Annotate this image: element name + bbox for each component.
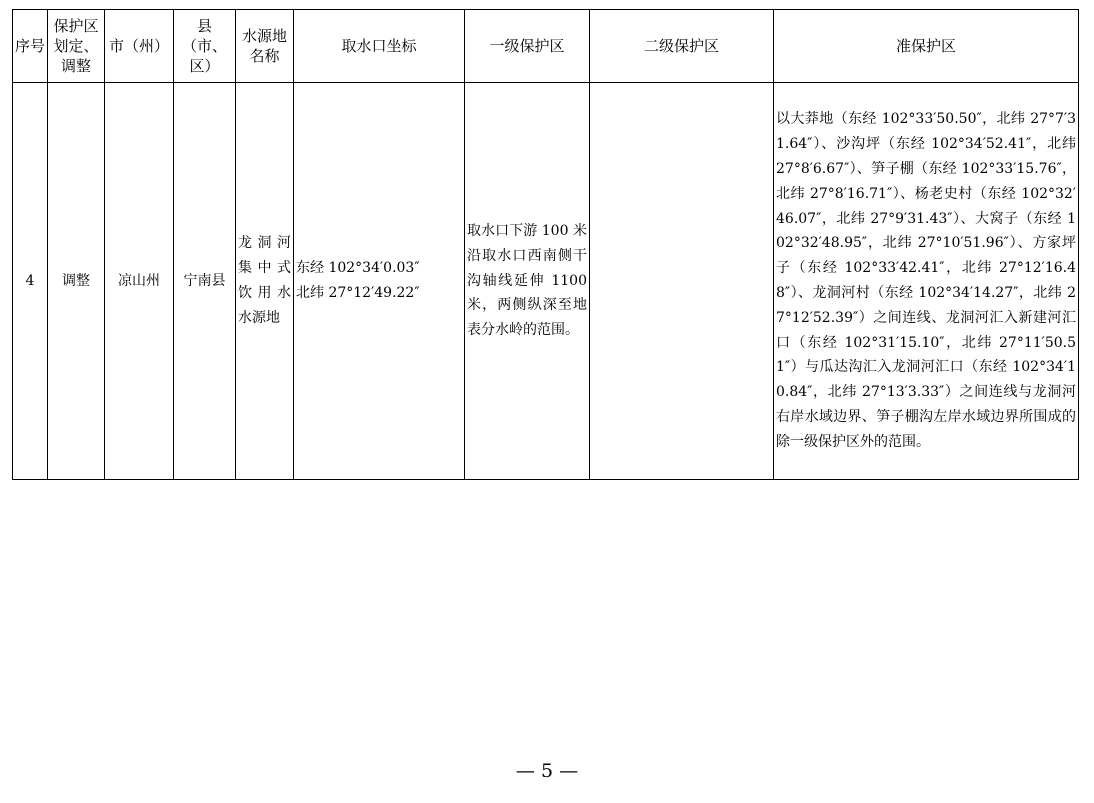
page-number: — 5 — [515, 760, 579, 782]
header-coordinates: 取水口坐标 [294, 10, 465, 83]
header-level1: 一级保护区 [465, 10, 590, 83]
cell-action: 调整 [48, 83, 105, 480]
cell-city: 凉山州 [105, 83, 174, 480]
header-quasi: 准保护区 [774, 10, 1079, 83]
cell-coordinates: 东经 102°34′0.03″ 北纬 27°12′49.22″ [294, 83, 465, 480]
header-action: 保护区划定、调整 [48, 10, 105, 83]
table-row [13, 83, 1079, 480]
cell-index: 4 [13, 83, 48, 480]
cell-level1: 取水口下游 100 米沿取水口西南侧干沟轴线延伸 1100 米，两侧纵深至地表分水岭的范围。 [465, 83, 590, 480]
header-source-name: 水源地名称 [236, 10, 294, 83]
header-county: 县（市、区） [174, 10, 236, 83]
table-header-row [13, 10, 1079, 83]
cell-source-name: 龙洞河集中式饮用水水源地 [236, 83, 294, 480]
protection-zone-table [12, 9, 1079, 480]
cell-quasi: 以大莽地（东经 102°33′50.50″，北纬 27°7′31.64″）、沙沟坪（东经 102°34′52.41″，北纬 27°8′6.67″）、笋子棚（东经 102°33′15.76″，北纬 27°8′16.71″）、杨老史村（东经 102°32′46.07″，北纬 27°9′31.43″）、大窝子（东经 102°32′48.95″，北纬 27°10′51.96″）、方家坪子（东经 102°33′42.41″，北纬 27°12′16.48″）、龙洞河村（东经 102°34′14.27″，北纬 27°12′52.39″）之间连线、龙洞河汇入新建河汇口（东经 102°31′15.10″，北纬 27°11′50.51″）与瓜达沟汇入龙洞河汇口（东经 102°34′10.84″，北纬 27°13′3.33″）之间连线与龙洞河右岸水域边界、笋子棚沟左岸水域边界所围成的除一级保护区外的范围。 [774, 83, 1079, 480]
cell-county: 宁南县 [174, 83, 236, 480]
header-index: 序号 [13, 10, 48, 83]
cell-level2 [590, 83, 774, 480]
header-city: 市（州） [105, 10, 174, 83]
header-level2: 二级保护区 [590, 10, 774, 83]
